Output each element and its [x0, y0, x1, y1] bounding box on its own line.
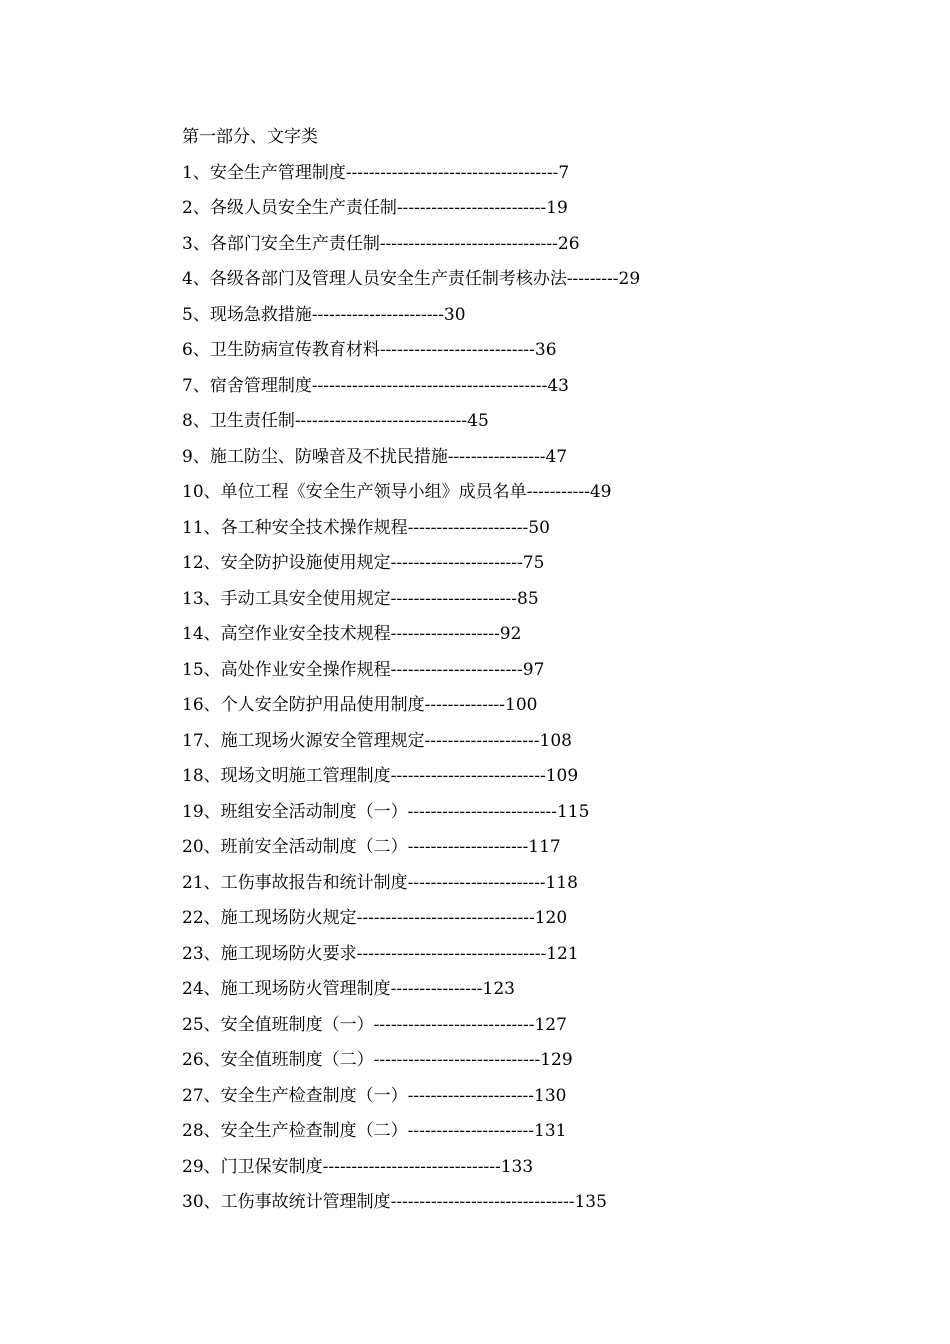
- toc-entry-14: 14、高空作业安全技术规程-------------------92: [182, 624, 522, 644]
- toc-entry-27: 27、安全生产检查制度（一）----------------------130: [182, 1085, 567, 1106]
- toc-entry-12: 12、安全防护设施使用规定-----------------------75: [182, 553, 545, 573]
- table-of-contents: [182, 120, 902, 1221]
- toc-entry-20: 20、班前安全活动制度（二）---------------------117: [182, 837, 561, 857]
- toc-entry-9: 9、施工防尘、防噪音及不扰民措施-----------------47: [182, 446, 568, 467]
- toc-entry-24: 24、施工现场防火管理制度----------------123: [182, 979, 515, 999]
- toc-entry-30: 30、工伤事故统计管理制度--------------------------------135: [182, 1192, 607, 1212]
- toc-entry-22: 22、施工现场防火规定-------------------------------120: [182, 908, 568, 928]
- toc-list: [182, 156, 902, 1221]
- toc-entry-19: 19、班组安全活动制度（一）--------------------------115: [182, 801, 590, 822]
- toc-entry-8: 8、卫生责任制------------------------------45: [182, 411, 489, 431]
- toc-entry-13: 13、手动工具安全使用规定----------------------85: [182, 588, 539, 609]
- toc-entry-10: 10、单位工程《安全生产领导小组》成员名单-----------49: [182, 482, 612, 502]
- toc-entry-5: 5、现场急救措施-----------------------30: [182, 304, 466, 325]
- toc-entry-16: 16、个人安全防护用品使用制度--------------100: [182, 695, 538, 715]
- toc-entry-28: 28、安全生产检查制度（二）----------------------131: [182, 1121, 567, 1141]
- toc-entry-18: 18、现场文明施工管理制度---------------------------109: [182, 766, 579, 786]
- toc-entry-15: 15、高处作业安全操作规程-----------------------97: [182, 659, 545, 680]
- toc-entry-21: 21、工伤事故报告和统计制度------------------------118: [182, 872, 578, 893]
- toc-entry-2: 2、各级人员安全生产责任制--------------------------19: [182, 198, 568, 218]
- toc-entry-4: 4、各级各部门及管理人员安全生产责任制考核办法---------29: [182, 269, 641, 289]
- toc-entry-26: 26、安全值班制度（二）-----------------------------129: [182, 1050, 573, 1070]
- toc-entry-25: 25、安全值班制度（一）----------------------------127: [182, 1014, 567, 1035]
- toc-entry-7: 7、宿舍管理制度-----------------------------------------43: [182, 375, 569, 396]
- toc-entry-23: 23、施工现场防火要求---------------------------------121: [182, 943, 579, 964]
- toc-entry-6: 6、卫生防病宣传教育材料---------------------------36: [182, 340, 557, 360]
- toc-entry-11: 11、各工种安全技术操作规程---------------------50: [182, 517, 550, 538]
- toc-entry-3: 3、各部门安全生产责任制-------------------------------26: [182, 233, 580, 254]
- toc-entry-29: 29、门卫保安制度-------------------------------133: [182, 1156, 534, 1177]
- toc-entry-17: 17、施工现场火源安全管理规定--------------------108: [182, 730, 572, 751]
- toc-entry-1: 1、安全生产管理制度-------------------------------------7: [182, 162, 570, 183]
- section-heading: 第一部分、文字类: [182, 127, 318, 147]
